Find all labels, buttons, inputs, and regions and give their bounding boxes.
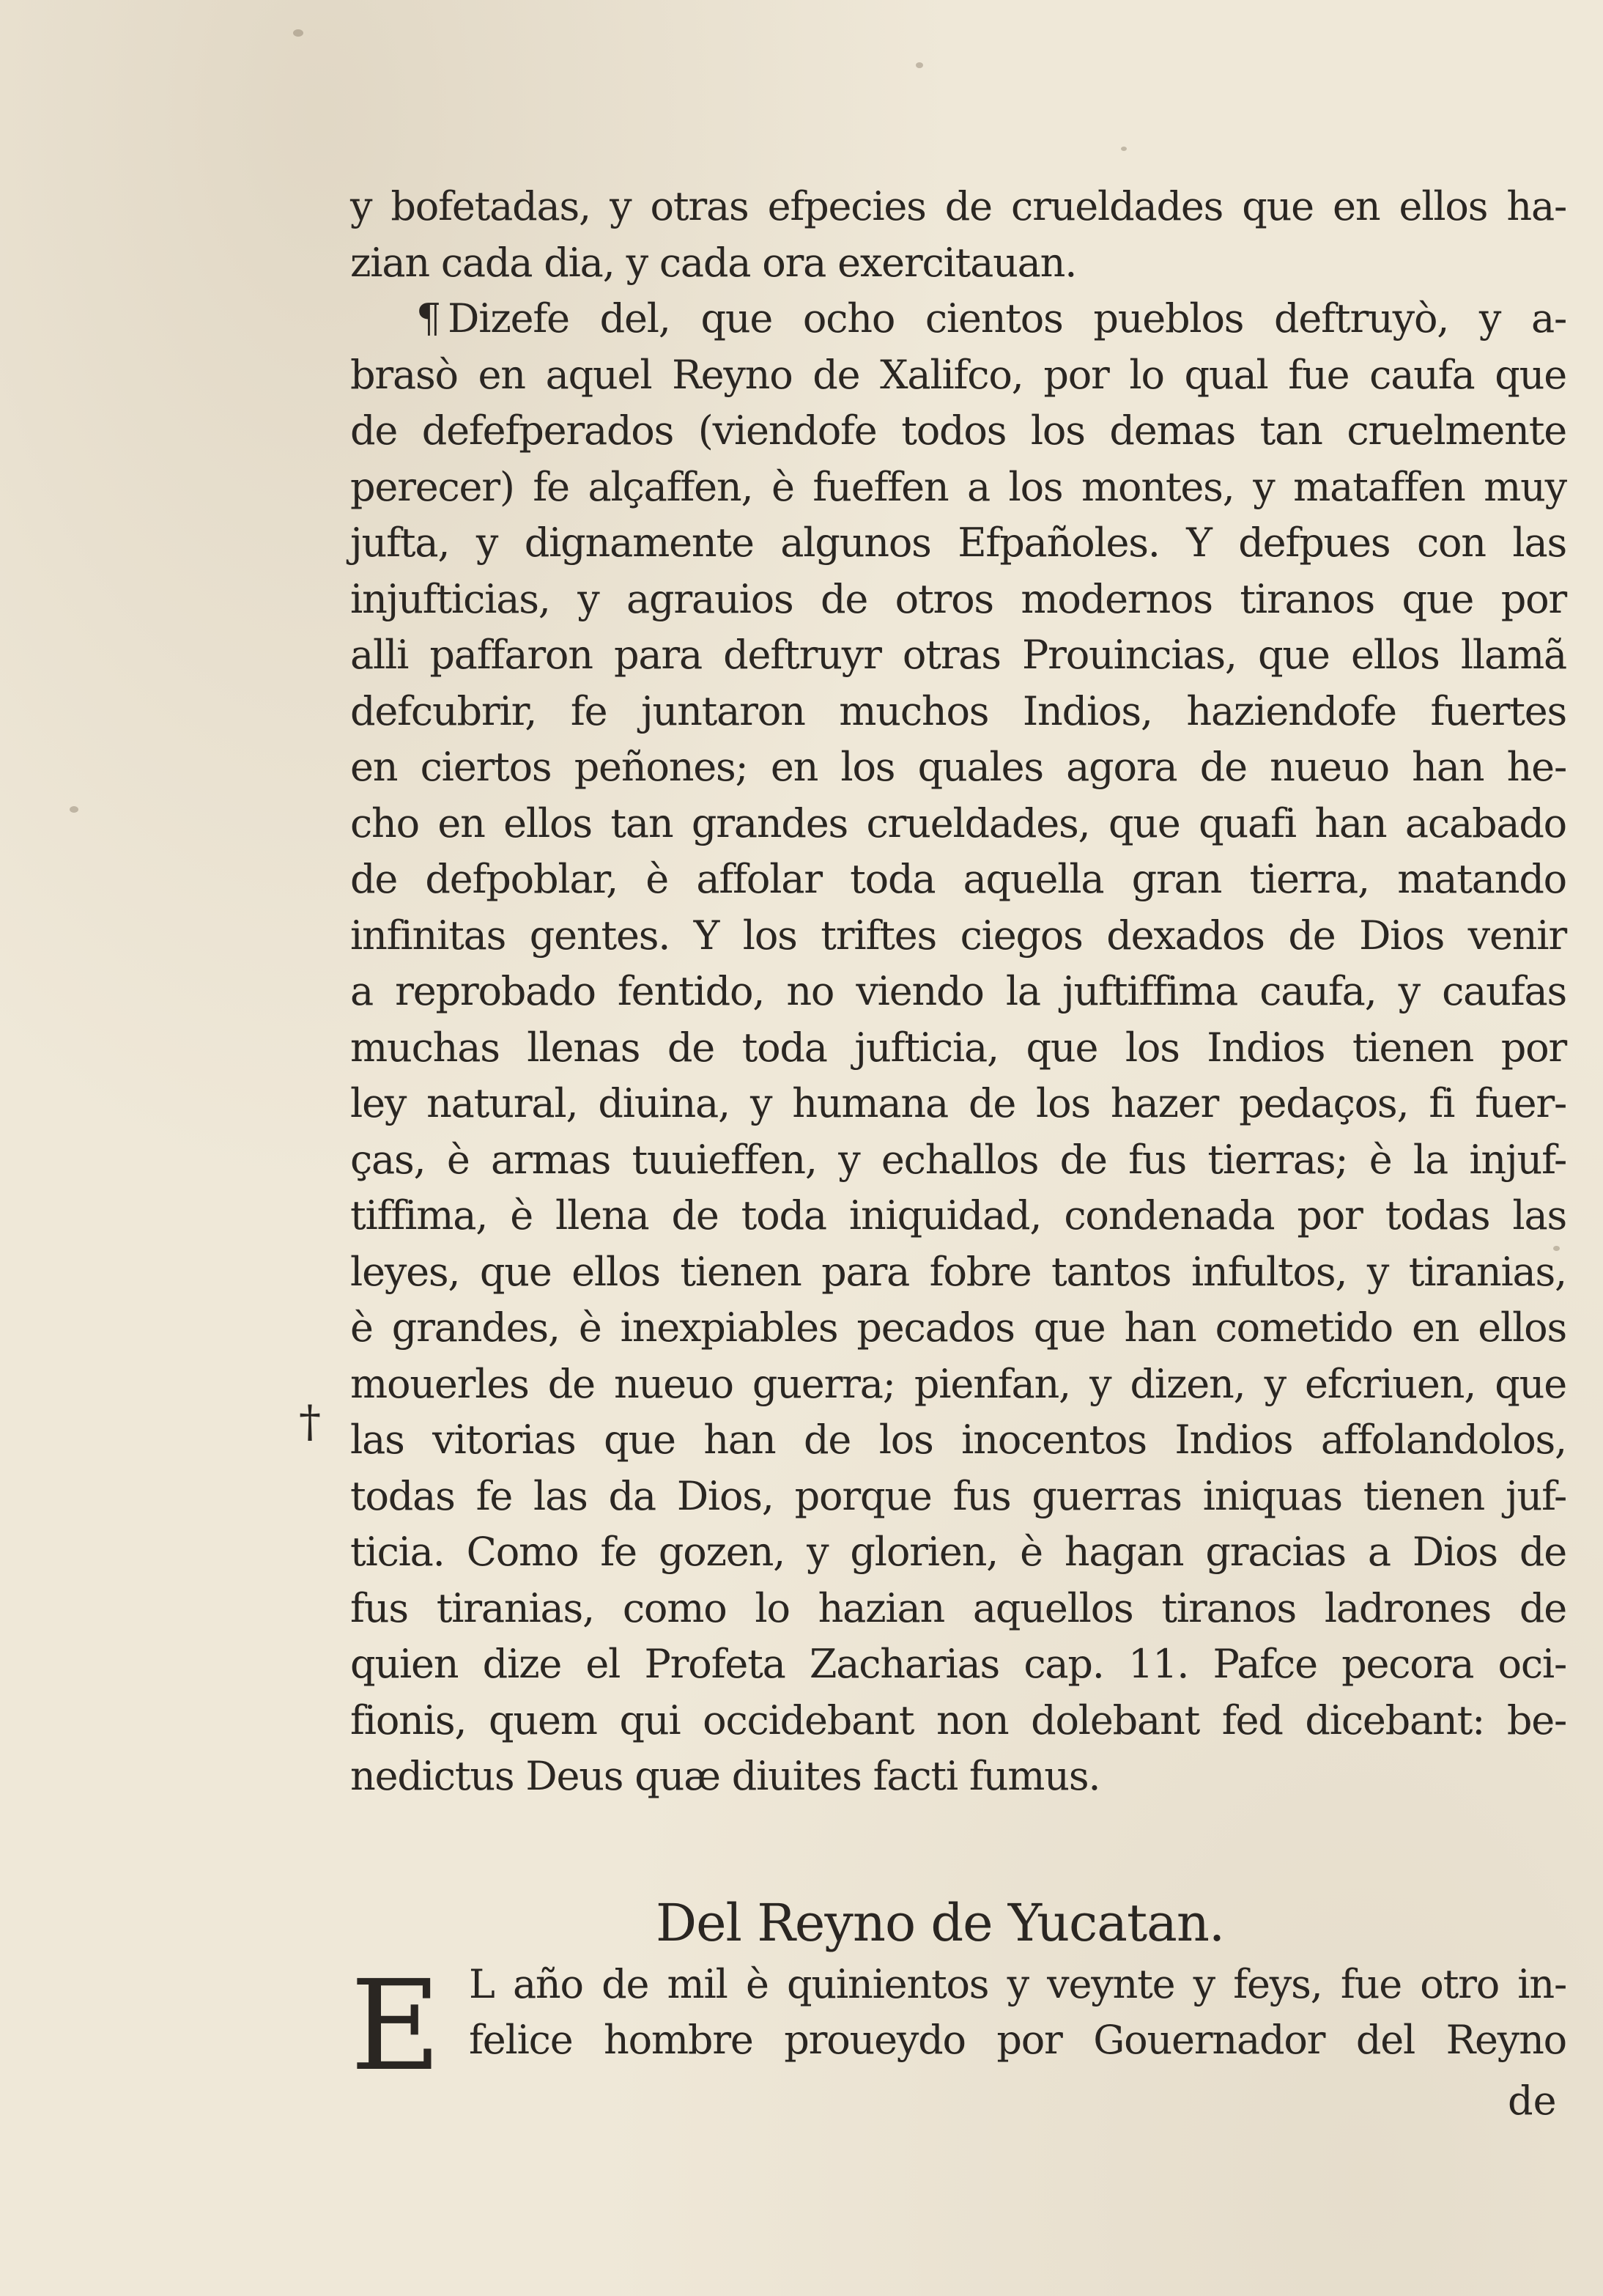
catchword: de: [1508, 2078, 1557, 2124]
text-line: brasò en aquel Reyno de Xalifco, por lo qual fue caufa que: [350, 351, 1566, 398]
marginal-dagger: †: [299, 1396, 321, 1447]
paper-speck: [916, 62, 923, 68]
text-line: todas fe las da Dios, porque fus guerras iniquas tienen juf-: [350, 1472, 1566, 1519]
paper-speck: [293, 29, 303, 37]
text-line: tiffima, è llena de toda iniquidad, condenada por todas las: [350, 1192, 1566, 1239]
pilcrow-mark: ¶: [416, 295, 441, 342]
text-line: a reprobado fentido, no viendo la juftiffima caufa, y caufas: [350, 968, 1566, 1014]
text-line: defcubrir, fe juntaron muchos Indios, haziendofe fuertes: [350, 687, 1566, 734]
paper-speck: [70, 806, 78, 813]
text-line: jufta, y dignamente algunos Efpañoles. Y defpues con las: [350, 520, 1566, 566]
text-line: las vitorias que han de los inocentos Indios affolandolos,: [350, 1417, 1566, 1463]
text-line: en ciertos peñones; en los quales agora de nueuo han he-: [350, 744, 1566, 790]
text-line: ças, è armas tuuieffen, y echallos de fus tierras; è la injuf-: [350, 1136, 1566, 1183]
section-text: [469, 1957, 1566, 2068]
text-line: cho en ellos tan grandes crueldades, que quafi han acabado: [350, 800, 1566, 846]
text-line: L año de mil è quinientos y veynte y feys, fue otro in-: [469, 1961, 1566, 2007]
text-line: perecer) fe alçaffen, è fueffen a los montes, y mataffen muy: [350, 463, 1566, 510]
text-line: leyes, que ellos tienen para fobre tantos infultos, y tiranias,: [350, 1248, 1566, 1295]
text-line: [350, 291, 1566, 347]
text-line: ticia. Como fe gozen, y glorien, è hagan gracias a Dios de: [350, 1529, 1566, 1575]
paper-speck: [1121, 147, 1127, 151]
main-text: [350, 179, 1566, 1805]
text-line: de defpoblar, è affolar toda aquella gran tierra, matando: [350, 856, 1566, 902]
text-line: nedictus Deus quæ diuites facti fumus.: [350, 1753, 1100, 1799]
text-line-content: Dizefe del, que ocho cientos pueblos deftruyò, y a-: [448, 295, 1566, 342]
text-line: infinitas gentes. Y los triftes ciegos dexados de Dios venir: [350, 912, 1566, 959]
text-line: mouerles de nueuo guerra; pienfan, y dizen, y efcriuen, que: [350, 1360, 1566, 1407]
drop-capital: E: [350, 1954, 442, 2099]
text-line: injufticias, y agrauios de otros modernos tiranos que por: [350, 575, 1566, 622]
text-line: fus tiranias, como lo hazian aquellos tiranos ladrones de: [350, 1584, 1566, 1631]
section-heading: Del Reyno de Yucatan.: [656, 1893, 1225, 1953]
text-line: è grandes, è inexpiables pecados que han cometido en ellos: [350, 1304, 1566, 1351]
text-line: de defefperados (viendofe todos los demas tan cruelmente: [350, 407, 1566, 454]
text-line: fionis, quem qui occidebant non dolebant fed dicebant: be-: [350, 1697, 1566, 1743]
text-line: y bofetadas, y otras efpecies de crueldades que en ellos ha-: [350, 183, 1566, 229]
text-line: zian cada dia, y cada ora exercitauan.: [350, 239, 1077, 286]
text-line: alli paffaron para deftruyr otras Prouincias, que ellos llamã: [350, 632, 1566, 678]
text-line: felice hombre proueydo por Gouernador del Reyno: [469, 2017, 1566, 2063]
text-line: quien dize el Profeta Zacharias cap. 11. Pafce pecora oci-: [350, 1641, 1566, 1687]
text-line: ley natural, diuina, y humana de los hazer pedaços, fi fuer-: [350, 1080, 1566, 1126]
text-line: muchas llenas de toda jufticia, que los Indios tienen por: [350, 1024, 1566, 1071]
